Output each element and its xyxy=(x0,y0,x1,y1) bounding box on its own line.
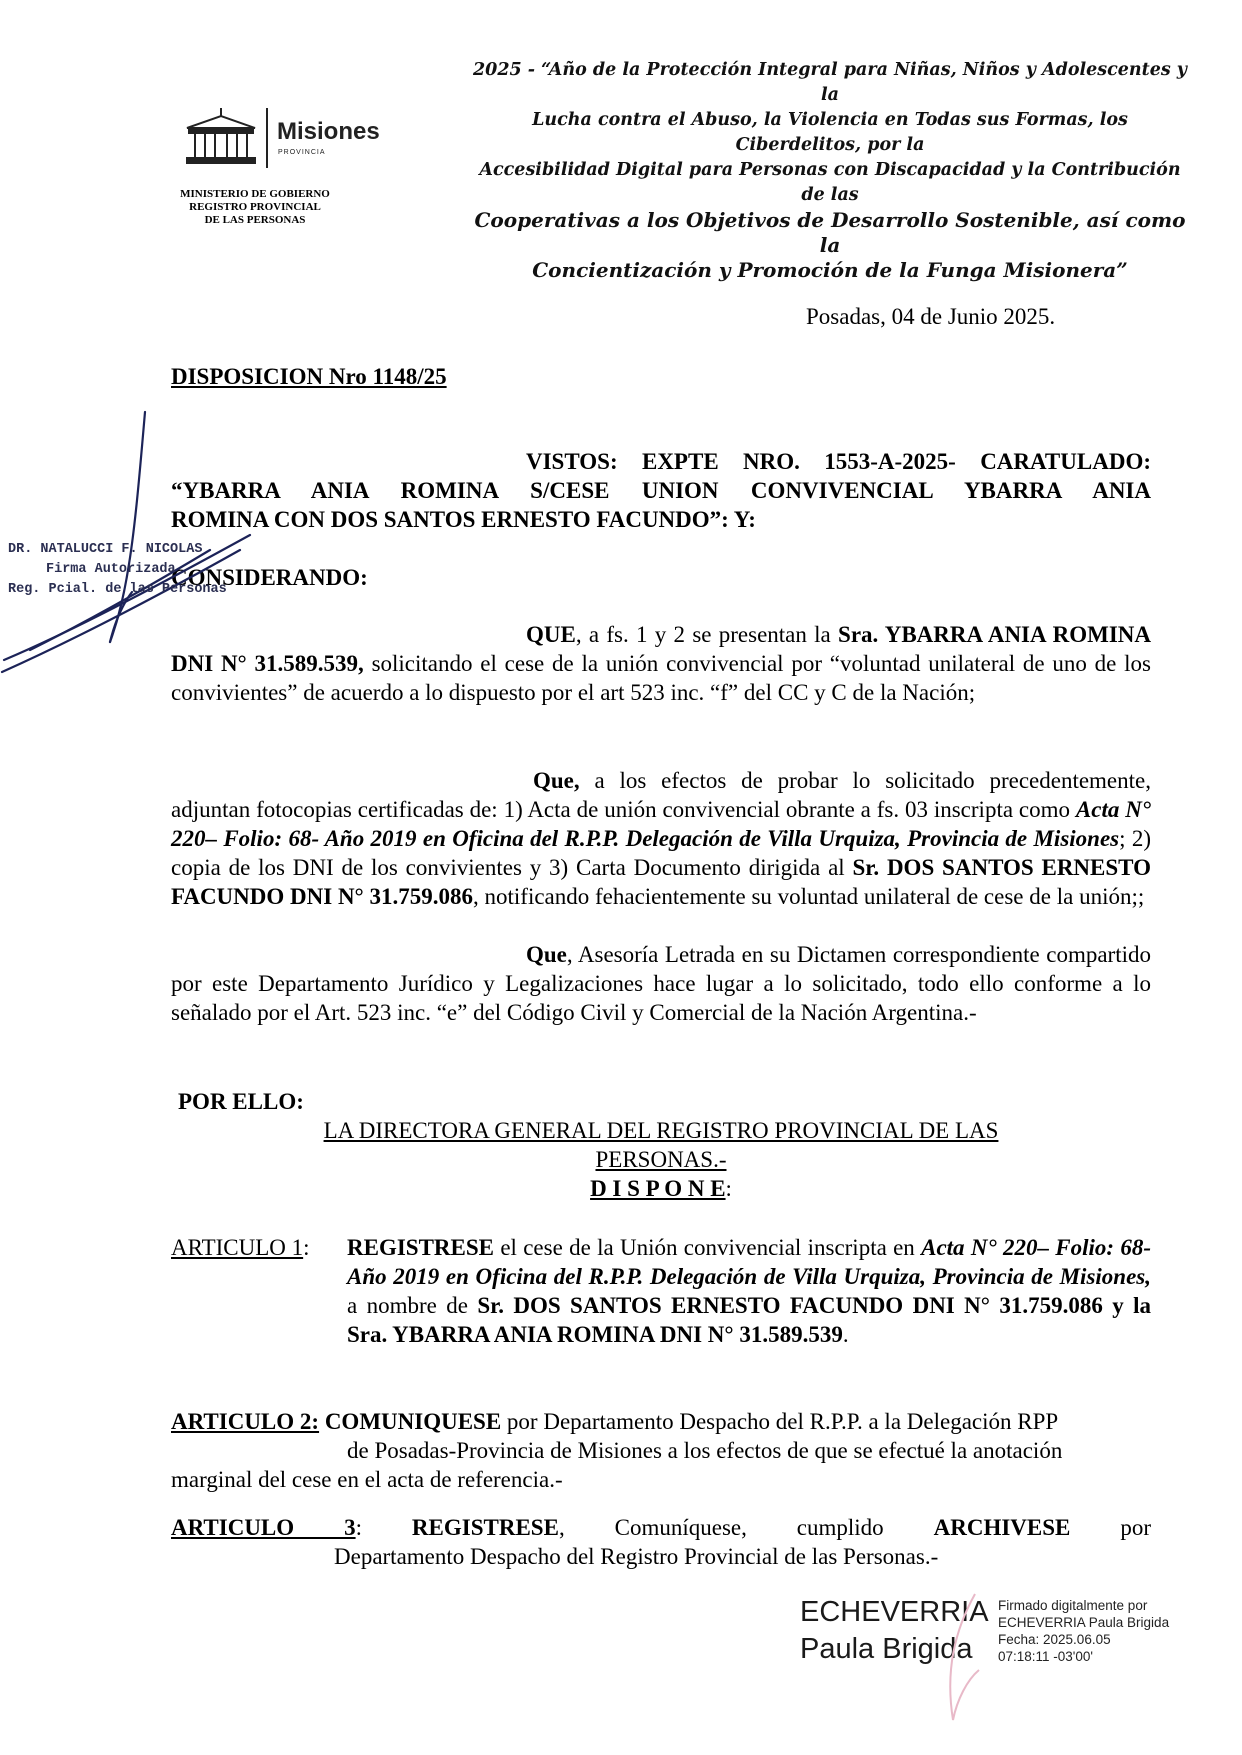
signer-surname: ECHEVERRIA xyxy=(800,1596,989,1628)
disposition-title: DISPOSICION Nro 1148/25 xyxy=(171,364,447,389)
stamp-office: Reg. Pcial. de las Personas xyxy=(8,582,227,597)
motto-line: Accesibilidad Digital para Personas con Discapacidad y la Contribución de las xyxy=(479,160,1181,205)
p2-acta: Acta N° 220– Folio: 68- Año 2019 en Oficina del R.P.P. Delegación de Villa Urquiza, Provincia de Misiones xyxy=(171,797,1152,851)
stamp-role: Firma Autorizada xyxy=(46,562,176,577)
p3-text: , Asesoría Letrada en su Dictamen correspondiente compartido por este Departamento Jurídico y Legalizaciones hace lugar a lo solicitado, todo ello conforme a lo señalado por el Art. 523 inc. “e” del Código Civil y Comercial de la Nación Argentina.- xyxy=(171,942,1151,1025)
article-3: ARTICULO 3: REGISTRESE, Comuníquese, cumplido ARCHIVESE por Departamento Despacho del Registro Provincial de las Personas.- xyxy=(171,1515,1151,1569)
logo-name: Misiones xyxy=(277,118,380,145)
art1-bold: REGISTRESE xyxy=(347,1235,495,1260)
article-1: ARTICULO 1: REGISTRESE el cese de la Unión convivencial inscripta en Acta N° 220– Folio: 68- Año 2019 en Oficina del R.P.P. Delegación de Villa Urquiza, Provincia de Misiones, a nombre de Sr. DOS SANTOS ERNESTO FACUNDO DNI N° 31.759.086 y la Sra. YBARRA ANIA ROMINA DNI N° 31.589.539. xyxy=(171,1235,1151,1347)
art1-names: Sr. DOS SANTOS ERNESTO FACUNDO DNI N° 31.759.086 y la Sra. YBARRA ANIA ROMINA DNI N° 31.589.539 xyxy=(347,1293,1151,1347)
ministry-line: MINISTERIO DE GOBIERNO xyxy=(180,188,330,200)
signature-flourish-icon xyxy=(935,1590,995,1730)
vistos-line: “YBARRA ANIA ROMINA S/CESE UNION CONVIVENCIAL YBARRA ANIA xyxy=(171,478,1151,503)
p2-bold: Sr. DOS SANTOS ERNESTO FACUNDO DNI N° 31.759.086 xyxy=(171,855,1151,909)
header-motto xyxy=(470,58,1190,283)
directora-line: PERSONAS.- xyxy=(595,1147,727,1172)
stamp-name: DR. NATALUCCI F. NICOLAS xyxy=(8,542,203,557)
dispone-heading: D I S P O N E xyxy=(590,1176,726,1201)
ministry-block xyxy=(155,188,355,227)
article-3-label: ARTICULO 3 xyxy=(171,1515,356,1540)
p2-text: , notificando fehacientemente su voluntad unilateral de cese de la unión;; xyxy=(473,884,1145,909)
article-1-label: ARTICULO 1 xyxy=(171,1235,304,1260)
p1-bold: Sra. YBARRA ANIA ROMINA DNI N° 31.589.539, xyxy=(171,622,1151,676)
paragraph-3 xyxy=(171,940,1151,1027)
art2-bold: COMUNIQUESE xyxy=(319,1409,502,1434)
vistos-line: ROMINA CON DOS SANTOS ERNESTO FACUNDO”: Y: xyxy=(171,507,756,532)
signer-given-names: Paula Brigida xyxy=(800,1633,973,1665)
paragraph-2 xyxy=(171,766,1151,911)
directora-block: LA DIRECTORA GENERAL DEL REGISTRO PROVINCIAL DE LAS PERSONAS.- D I S P O N E: xyxy=(323,1118,999,1201)
vistos-line: VISTOS: EXPTE NRO. 1553-A-2025- CARATULADO: xyxy=(526,449,1151,474)
considerando-heading: CONSIDERANDO: xyxy=(171,565,368,590)
motto-line: Cooperativas a los Objetivos de Desarrollo Sostenible, así como la xyxy=(474,208,1186,257)
misiones-logo xyxy=(183,106,383,172)
article-2: ARTICULO 2: COMUNIQUESE por Departamento Despacho del R.P.P. a la Delegación RPP de Posadas-Provincia de Misiones a los efectos de que se efectué la anotación marginal del cese en el acta de referencia.- xyxy=(171,1409,1063,1492)
digital-signature-details: Firmado digitalmente por ECHEVERRIA Paula Brigida Fecha: 2025.06.05 07:18:11 -03'00' xyxy=(998,1598,1170,1664)
directora-line: LA DIRECTORA GENERAL DEL REGISTRO PROVINCIAL DE LAS xyxy=(323,1118,999,1143)
motto-line: Lucha contra el Abuso, la Violencia en Todas sus Formas, los Ciberdelitos, por la xyxy=(532,110,1128,155)
art3-bold: REGISTRESE xyxy=(411,1515,559,1540)
p2-text: ; 2) copia de los DNI de los convivientes y 3) Carta Documento dirigida al xyxy=(171,826,1151,880)
p1-text: , a fs. 1 y 2 se presentan la xyxy=(575,622,839,647)
article-2-label: ARTICULO 2: xyxy=(171,1409,320,1434)
p2-lead: Que, xyxy=(533,768,580,793)
p1-text: solicitando el cese de la unión convivencial por “voluntad unilateral de uno de los convivientes” de acuerdo a lo dispuesto por el art 523 inc. “f” del CC y C de la Nación; xyxy=(171,651,1151,705)
date-line: Posadas, 04 de Junio 2025. xyxy=(806,304,1056,329)
p1-lead: QUE xyxy=(526,622,576,647)
ministry-line: REGISTRO PROVINCIAL xyxy=(189,201,321,213)
por-ello-heading: POR ELLO: xyxy=(178,1089,304,1114)
ministry-line: DE LAS PERSONAS xyxy=(204,214,306,226)
art3-archivese: ARCHIVESE xyxy=(933,1515,1071,1540)
art1-acta: Acta N° 220– Folio: 68- Año 2019 en Oficina del R.P.P. Delegación de Villa Urquiza, Provincia de Misiones, xyxy=(347,1235,1151,1289)
motto-line: Concientización y Promoción de la Funga Misionera” xyxy=(532,258,1128,282)
logo-sub: PROVINCIA xyxy=(278,149,326,156)
p2-text: a los efectos de probar lo solicitado precedentemente, adjuntan fotocopias certificadas de: 1) Acta de unión convivencial obrante a fs. 03 inscripta como xyxy=(171,768,1151,822)
p3-lead: Que xyxy=(526,942,567,967)
motto-line: 2025 - “Año de la Protección Integral para Niñas, Niños y Adolescentes y la xyxy=(473,60,1187,105)
